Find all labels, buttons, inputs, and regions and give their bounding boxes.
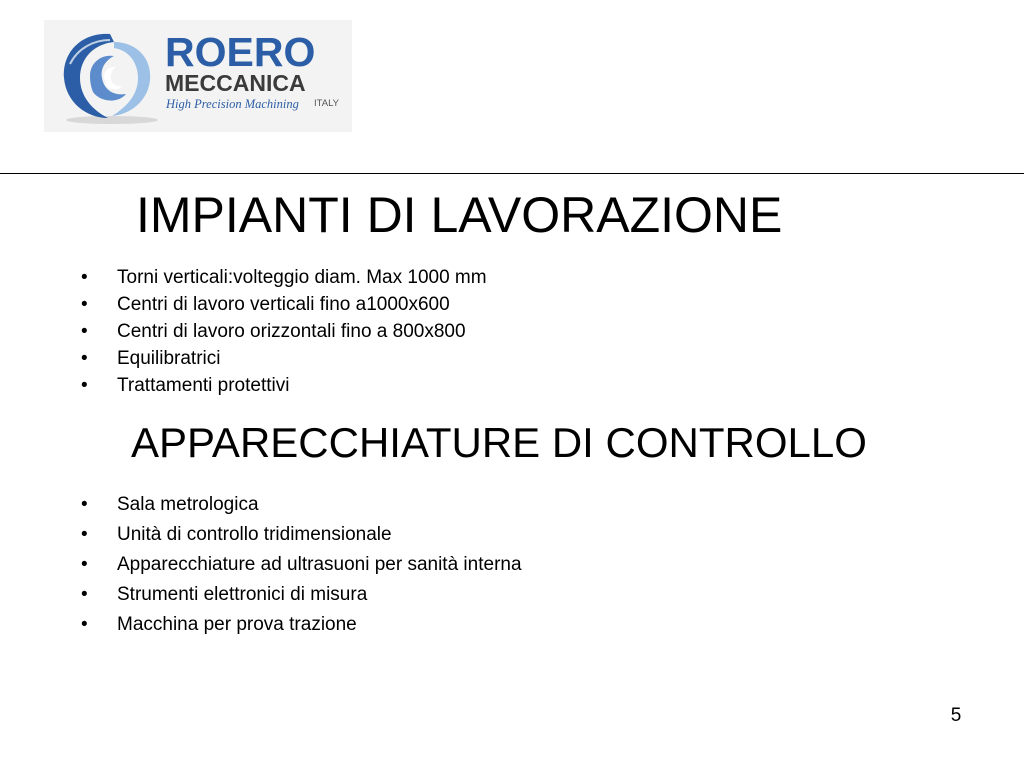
- impianti-list: [76, 264, 487, 399]
- list-item-text: Macchina per prova trazione: [117, 614, 357, 635]
- bullet-icon: •: [81, 321, 88, 342]
- logo-tagline: High Precision Machining: [166, 97, 299, 111]
- bullet-icon: •: [81, 294, 88, 315]
- list-item-text: Apparecchiature ad ultrasuoni per sanità interna: [117, 554, 522, 575]
- list-item: [76, 291, 487, 318]
- bullet-icon: •: [81, 375, 88, 396]
- logo-country: ITALY: [314, 98, 339, 109]
- apparecchiature-list: [76, 490, 522, 640]
- logo-brand-subname: MECCANICA: [165, 70, 306, 96]
- bullet-icon: •: [81, 584, 88, 605]
- swirl-logo-icon: [44, 20, 164, 132]
- logo-brand-name: ROERO: [165, 29, 316, 75]
- bullet-icon: •: [81, 348, 88, 369]
- list-item-text: Strumenti elettronici di misura: [117, 584, 368, 605]
- list-item: [76, 520, 522, 550]
- list-item: [76, 550, 522, 580]
- bullet-icon: •: [81, 554, 88, 575]
- list-item-text: Trattamenti protettivi: [117, 375, 290, 396]
- list-item-text: Centri di lavoro verticali fino a1000x600: [117, 294, 450, 315]
- page-number: 5: [950, 705, 962, 726]
- list-item: [76, 264, 487, 291]
- list-item-text: Equilibratrici: [117, 348, 221, 369]
- section-title-apparecchiature: APPARECCHIATURE DI CONTROLLO: [131, 419, 867, 466]
- list-item: [76, 318, 487, 345]
- list-item: [76, 490, 522, 520]
- list-item: [76, 580, 522, 610]
- list-item-text: Torni verticali:volteggio diam. Max 1000 mm: [117, 267, 487, 288]
- list-item-text: Centri di lavoro orizzontali fino a 800x800: [117, 321, 466, 342]
- list-item: [76, 610, 522, 640]
- bullet-icon: •: [81, 267, 88, 288]
- bullet-icon: •: [81, 614, 88, 635]
- list-item: [76, 345, 487, 372]
- list-item-text: Sala metrologica: [117, 494, 259, 515]
- bullet-icon: •: [81, 494, 88, 515]
- list-item-text: Unità di controllo tridimensionale: [117, 524, 392, 545]
- section-title-impianti: IMPIANTI DI LAVORAZIONE: [136, 187, 783, 243]
- bullet-icon: •: [81, 524, 88, 545]
- header-divider: [0, 173, 1024, 174]
- company-logo: [44, 20, 352, 132]
- list-item: [76, 372, 487, 399]
